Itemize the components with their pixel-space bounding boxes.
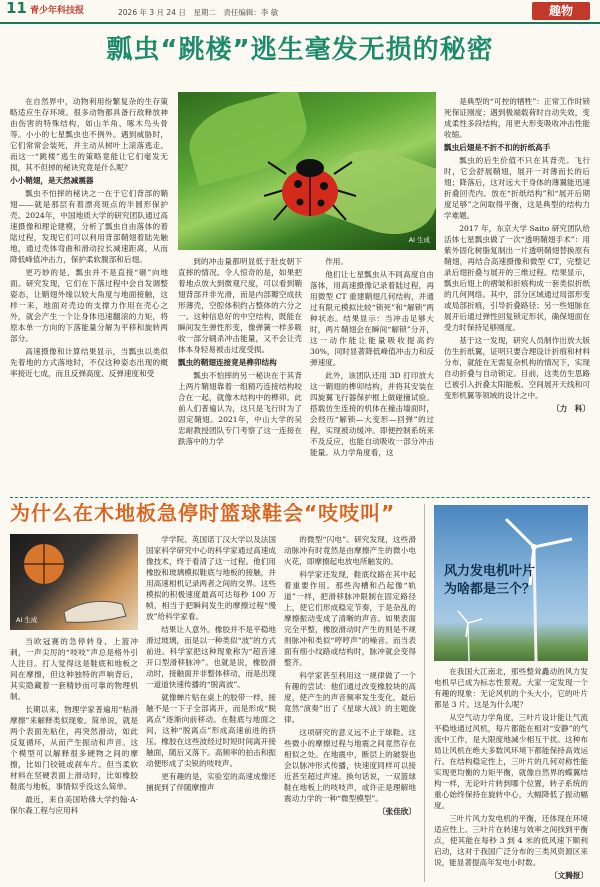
ladybug-icon [178, 92, 436, 250]
basketball-shoe-photo [10, 534, 138, 630]
paragraph: 在自然界中，动物利用纷繁复杂的生存策略适应生存环境。很多动物都具备行敌释放神由伤害的特殊结构，如山羊角、啄木鸟头骨等。小小的七星瓢虫也不例外。遇到威胁时，它们常常会装死，并主动从树叶上滚落逃走。而这一“跳楼”逃生的策略竟能让它们毫发无损，其不但掉的秘诀究竟是什么呢？ [10, 97, 168, 172]
paragraph: 三叶片风力发电机的平衡，还体现在环境适应性上。三叶片在转速与效率之间找到平衡点，使其能在每秒 3 到 4 米的低风速下顺利启动，这对于我国广泛分布的三类风资源区来说，能显著提高年发电小时数。 [434, 814, 588, 867]
article2-title: 为什么在木地板急停时篮球鞋会“吱吱叫” [10, 501, 396, 525]
article2-column-2 [146, 534, 276, 882]
paragraph: 瓢虫不怕摔的另一秘诀在于其背上两片鞘翅靠着一组精巧连接结构咬合在一起，就像木结构中的榫卯。此前人们普遍认为，这只是飞行时为了固定鞘翅。2021年，中山大学的吴忠耐教授团队专门考察了这一连接在跌落中的力学 [178, 371, 302, 446]
byline: 〔力 科〕 [552, 404, 590, 413]
paragraph: 科学家还发现，鞋底纹路在其中起着重要作用。那些沟槽和凸起像“轨道”一样，把滑移脉冲限制在固定路径上，使它们形成稳定节奏，于是杂乱的摩擦振动变成了清晰的声音。如果表面完全平整，橡胶滑动时产生的则是不规则脉冲和类似“哼哼声”的噪音。而当表面有细小纹路或结构时，脉冲就会变得整齐。 [284, 570, 416, 667]
page-header [0, 0, 600, 24]
article2-image-tag: AI 生成 [16, 616, 38, 624]
paragraph: 此外，该团队还用 3D 打印放大这一鞘翅的榫卯结构，并将其安装在四旋翼飞行器保护框上做碰撞试验。搭载仿生连接的机体在撞击墙面时，会经历“解锁—大变形—回弹”的过程，实现被动缓冲。即便控制系统来不及反应，也能自动吸收一部分冲击能量。从力学角度看，这 [310, 371, 434, 457]
article2-column-1 [10, 636, 138, 882]
article3-title-line1: 风力发电机叶片 [444, 564, 536, 579]
article2-column-3 [284, 534, 416, 882]
article1-column-1 [10, 96, 168, 496]
paragraph: 这项研究的意义远不止于球鞋。这些微小的摩擦过程与地震之间竟然存在相似之处。在地震中，断层上的破裂也会以脉冲形式传播，快速度同样可以接近甚至超过声速。换句话说，一双篮球鞋在地板上的吱吱声，或许正是理解地震动力学的一种“微型模型”。 [284, 728, 416, 803]
paragraph: 更有趣的是，实验室的高速成像还捕捉到了伴随摩擦声 [146, 772, 276, 792]
page-number: 11 [6, 0, 27, 17]
article3-column [434, 666, 588, 882]
paragraph: 的微型“闪电”。研究发现，这些滑动脉冲有时竟然是由摩擦产生的微小电火花，即摩擦起电放电所触发的。 [284, 535, 416, 566]
article1-column-4 [444, 96, 590, 496]
subheading: 瓢虫的鞘翅连接竟是榫卯结构 [178, 358, 277, 367]
column-divider [424, 504, 425, 882]
ladybug-photo [178, 92, 436, 250]
paragraph: 当欧冠赛的急停转身、上篮冲刺，一声尖厉的“吱吱”声总是格外引人注目。打人觉得这是鞋底和地板之间在摩擦，但这种独特的声响背后，其实隐藏着一套精妙而可靠的物理机制。 [10, 637, 138, 701]
paragraph: 到的冲击量都明显低于肚皮朝下直摔的情况。令人惊奇的是，如果把着地点放大到微观尺度，可以看到鞘翅背部并非光滑，而是内部瓣空成扶形薄壳，空腔体积约占整体的六分之一。这种信息好的中空结构，既能在瞬间发生弹性形变，像弹簧一样多吸收一部分刷杀冲击能量，又不会让壳体本身轻易被击过度受损。 [178, 257, 302, 354]
paragraph: 就像蝉片贴在桌上的胶带一样，接触不是一下子全部离开，而是形成“脱离点”逐渐向前移动。在鞋底与地面之间，这种“脱离点”形成高速前进的挤压。橡胶在这些波经过时短时间离开接触面，随后又落下。高频率的拍击和振动便形成了尖锐的吱吱声。 [146, 693, 276, 768]
wind-turbine-photo [434, 505, 588, 661]
paragraph: 从空气动力学角度，三叶片设计能让气流平稳地通过风机，每片都能在相对“安静”的气流中工作，是大限度地减少相互干扰。这种布局让风机在绝大多数风环境下都能保持高效运行。在结构稳定性上，三叶片的几何对称性能实现更均衡的力矩平衡，就像自然界的蝶翼结构一样，无论叶片转到哪个位置，转子系统的重心始终保持在旋转中心，大幅降低了振动幅度。 [434, 713, 588, 810]
masthead: 青少年科技报 [30, 6, 85, 16]
paragraph: 结果让人意外。橡胶并不是平稳地滑过玻璃，而是以一种类似“波”的方式前进。科学家把这种现象称为“超音速开口型滑移脉冲”。也就是说，橡胶滑动时，接触面并非整体移动，而是出现一道道快速传播的“脱离波”。 [146, 625, 276, 689]
paragraph: 长期以来，物理学家普遍用“粘滑摩擦”来解释类似现象。简单说，就是两个表面先粘住，再突然滑动，如此反复循环，从而产生振动和声音。这个模型可以解释很多硬物之间的摩擦，比如门铰链或刹车片。但当柔软材料在坚硬表面上滑动时，比如橡胶鞋底与地板，事情似乎没这么简单。 [10, 705, 138, 791]
paragraph: 作用。 [325, 257, 348, 266]
article3-title-line2: 为啥都是三个？ [444, 582, 536, 597]
article1-column-2 [178, 256, 302, 496]
paragraph: 最近，来自美国哈佛大学约翰·A·保尔森工程与应用科 [10, 795, 138, 815]
byline: 〔文腾报〕 [550, 871, 588, 880]
section-badge: 趣物 [532, 2, 590, 20]
article1-column-3 [310, 256, 434, 496]
paragraph: 科学家甚至利用这一规律做了一个有趣的尝试：他们通过改变橡胶块的高度，使产生的声音频率发生变化，最后竟然“演奏”出了《星球大战》的主题旋律。 [284, 671, 416, 724]
byline: 〔张佳欣〕 [378, 807, 416, 816]
article3-title [444, 563, 535, 599]
subheading: 小小鞘翅，是天然减震器 [10, 176, 94, 185]
paragraph: 他们让七星瓢虫从不同高度自由落体，用高速摄像记录着陆过程，再用微型 CT 重建鞘翅几何结构，并通过有限元模拟比较“锁死”和“解锁”两种状态。结果显示：当冲击足够大时，两片鞘翅会在瞬间“解锁”分开，这一动作能让能量吸收提高约 30%，同时显著降低峰值冲击力和反弹速度。 [310, 270, 434, 367]
paragraph: 是典型的“可控的牺牲”：正常工作时锁死保证刚度；遇到极端载荷时自动失效，变成柔性多段结构，用更大形变吸收冲击性能收缩。 [444, 97, 590, 139]
subheading: 瓢虫后翅是不折不扣的折纸高手 [444, 143, 551, 152]
paragraph: 瓢虫的后生价值不只在其背壳。飞行时，它会舒展鞘翅，展开一对薄而长的后翅；降落后，这对远大于身体的薄翼能迅速折叠回壳内。放在“折纸结构”和“展开后期度足够”之间取得平衡，这是典型的结构力学难题。 [444, 156, 590, 220]
paragraph: 基于这一发现，研究人员制作出放大版仿生折纸翼，证明只要合理设计折痕和材料分布，就能在无需复杂机构的情况下，实现自动折叠与自动锁定。目前，这类仿生思路已被引入折叠太阳能板、空间展开天线和可变形机翼等领域的设计之中。 [444, 336, 590, 400]
paragraph: 2017 年，东京大学 Saito 研究团队给活体七星瓢虫做了一次“透明鞘翅手术”：用紫外固化树脂复制出一片透明鞘翅替换原有鞘翅，再结合高速摄像和微型 CT，完整记录后翅折叠与展开的三维过程。结果显示，瓢虫后翅上的褶皱和折痕构成一套类似折纸的几何网络。其中，部分区域通过局部形变或局部折痕，引导折叠路径；另一些翅脉在展开后通过弹性回复锁定形状，确保翅面在受力时保持足够刚度。 [444, 224, 590, 332]
dateline: 2026 年 3 月 24 日 星期二 责任编辑：李 敏 [118, 8, 279, 17]
paragraph: 瓢虫不怕摔的秘诀之一在于它们背部的鞘翅——就是那层有着漂亮斑点的半圆形保护壳。2024年，中国地质大学的研究团队通过高速摄像和理论建模，分析了瓢虫自由落体的着陆过程，发现它们可以利用背部鞘翅着陆先触地，通过壳体弯曲和滑动拉长减速距离，从而降低峰值冲击力，保护柔软腹部和后翅。 [10, 189, 168, 264]
article1-image-tag: AI 生成 [408, 236, 430, 244]
section-divider [10, 497, 590, 498]
article1-title: 瓢虫“跳楼”逃生毫发无损的秘密 [106, 35, 494, 65]
paragraph: 学学院、英国诺丁汉大学以及法国国家科学研究中心的科学家通过高速成像技术，终于看清了这一过程。他们用橡胶和玻璃模拟鞋底与地板的接触，并用高速相机记录两者之间的交界。这些模拟的积极速度最高可达每秒 100 万帧，相当于把瞬间发生的摩擦过程“慢放”给科学家看。 [146, 535, 276, 621]
paragraph: 高速摄像和计算结果显示，当瓢虫以类似先着地的方式落地时，不仅这种姿态出现的概率接近七成，而且反弹高度、反弹速度和受 [10, 347, 168, 378]
paragraph: 更巧妙的是，瓢虫并不是直接“砸”向地面。研究发现，它们在下落过程中会自发调整姿态，让鞘翅外缘以较大角度与地面接触，这样一来，地面对壳边的支撑力作用在壳心之外，就会产生一个让身体迅速翻滚的力矩，将原本单一方向的下落能量分解为平移和旋转两部分。 [10, 268, 168, 343]
paragraph: 在我国大江南北，那些整耸矗动的风力发电机早已成为标志性景观。大家一定发现一个有趣的现象：无论风机的个头大小，它的叶片都是 3 片。这是为什么呢？ [434, 667, 588, 709]
